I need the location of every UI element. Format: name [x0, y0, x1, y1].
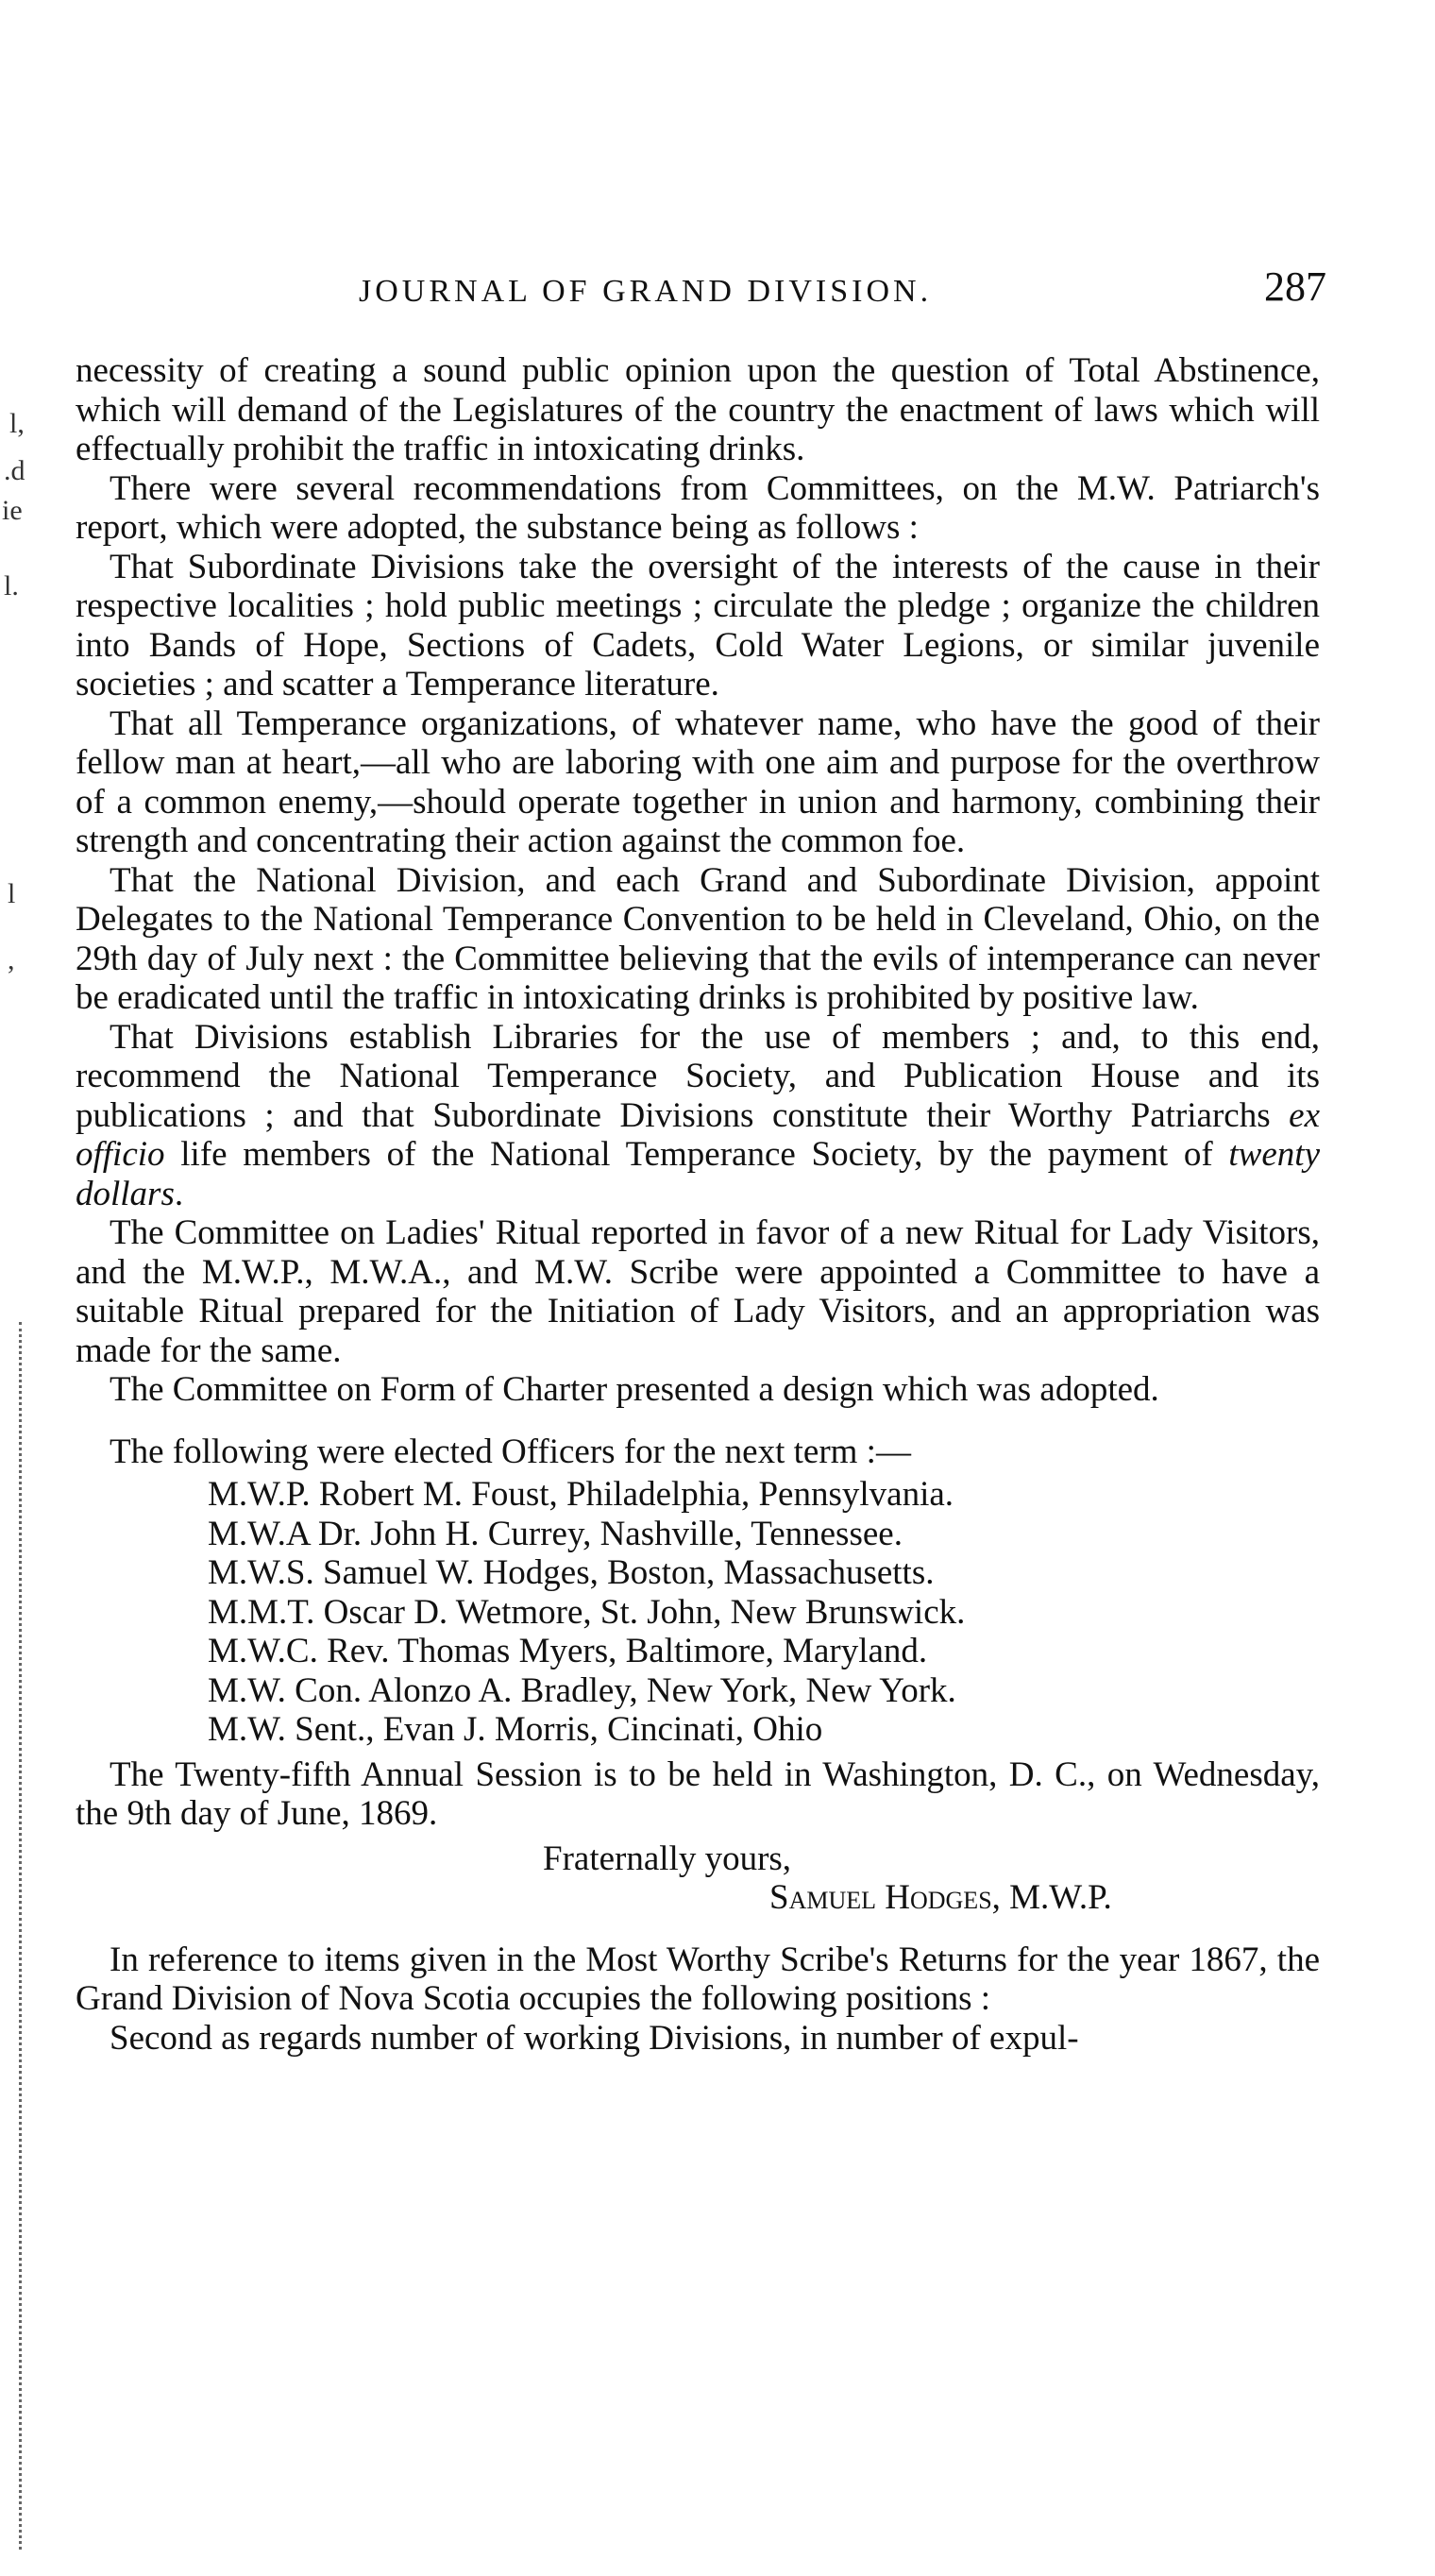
- libraries-italic-ex-officio: ex officio: [76, 1095, 1320, 1174]
- officer-entry: M.W.S. Samuel W. Hodges, Boston, Massachusetts.: [208, 1553, 935, 1592]
- paragraph-libraries: [76, 1018, 1320, 1214]
- paragraph-national-division: That the National Division, and each Grand and Subordinate Division, appoint Delegates to the National Temperance Convention to be held in Cleveland, Ohio, on the 29th day of July next : the Committee believing that the evils of intemperance can never be eradicated until the traffic in intoxicating drinks is prohibited by positive law.: [76, 860, 1320, 1017]
- officer-entry: M.W.C. Rev. Thomas Myers, Baltimore, Maryland.: [208, 1632, 928, 1670]
- officer-entry: M.W. Con. Alonzo A. Bradley, New York, New York.: [208, 1670, 956, 1710]
- libraries-italic-twenty-dollars: twenty dollars: [76, 1135, 1320, 1213]
- libraries-text-3: .: [174, 1174, 184, 1213]
- paragraph-working-divisions: Second as regards number of working Divisions, in number of expul-: [110, 2018, 1079, 2058]
- margin-mark: .d: [4, 455, 25, 486]
- paragraph-total-abstinence: necessity of creating a sound public opinion upon the question of Total Abstinence, which will demand of the Legislatures of the country the enactment of laws which will effectually prohibit the traffic in intoxicating drinks.: [76, 351, 1320, 468]
- paragraph-form-of-charter: The Committee on Form of Charter presented a design which was adopted.: [110, 1370, 1159, 1409]
- signature-title: , M.W.P.: [991, 1878, 1112, 1917]
- officers-intro: The following were elected Officers for the next term :—: [110, 1432, 911, 1471]
- running-title: JOURNAL OF GRAND DIVISION.: [359, 274, 933, 309]
- paragraph-recommendations: There were several recommendations from Committees, on the M.W. Patriarch's report, which were adopted, the substance being as follows :: [76, 468, 1320, 547]
- margin-mark: ,: [8, 944, 15, 975]
- page-header: [359, 263, 1326, 319]
- closing-salutation: Fraternally yours,: [543, 1839, 792, 1878]
- body-text: [76, 351, 1320, 2058]
- gutter-speckle: [19, 1322, 41, 2550]
- signature: [76, 1878, 1320, 1918]
- page-number: 287: [1264, 263, 1326, 310]
- libraries-text-1: That Divisions establish Libraries for the use of members ; and, to this end, recommend the National Temperance Society, and Publication House and its publications ; and that Subordinate Divisions constitute their Worthy Patriarchs: [76, 1017, 1320, 1135]
- margin-mark: ie: [2, 495, 23, 526]
- officer-entry: M.M.T. Oscar D. Wetmore, St. John, New Brunswick.: [208, 1592, 966, 1632]
- paragraph-annual-session: The Twenty-fifth Annual Session is to be held in Washington, D. C., on Wednesday, the 9th day of June, 1869.: [76, 1754, 1320, 1833]
- binding-gutter: [0, 0, 66, 2576]
- officer-entry: M.W.P. Robert M. Foust, Philadelphia, Pennsylvania.: [208, 1475, 954, 1514]
- officer-entry: M.W.A Dr. John H. Currey, Nashville, Tennessee.: [208, 1514, 903, 1553]
- signature-name: Samuel Hodges: [769, 1878, 992, 1917]
- margin-mark: l.: [4, 570, 19, 602]
- paragraph-subordinate-divisions: That Subordinate Divisions take the oversight of the interests of the cause in their respective localities ; hold public meetings ; circulate the pledge ; organize the children into Bands of Hope, Sections of Cadets, Cold Water Legions, or similar juvenile societies ; and scatter a Temperance literature.: [76, 547, 1320, 703]
- officer-entry: M.W. Sent., Evan J. Morris, Cincinati, Ohio: [208, 1710, 823, 1749]
- paragraph-scribe-returns: In reference to items given in the Most Worthy Scribe's Returns for the year 1867, the Grand Division of Nova Scotia occupies the following positions :: [76, 1940, 1320, 2018]
- margin-mark: l,: [9, 408, 25, 439]
- officers-list: [76, 1475, 1320, 1750]
- margin-mark: l: [8, 878, 16, 909]
- libraries-text-2: life members of the National Temperance Society, by the payment of: [164, 1135, 1229, 1174]
- paragraph-temperance-organizations: That all Temperance organizations, of whatever name, who have the good of their fellow man at heart,—all who are laboring with one aim and purpose for the overthrow of a common enemy,—should operate together in union and harmony, combining their strength and concentrating their action against the common foe.: [76, 703, 1320, 860]
- paragraph-ladies-ritual: The Committee on Ladies' Ritual reported in favor of a new Ritual for Lady Visitors, and the M.W.P., M.W.A., and M.W. Scribe were appointed a Committee to have a suitable Ritual prepared for the Initiation of Lady Visitors, and an appropriation was made for the same.: [76, 1213, 1320, 1370]
